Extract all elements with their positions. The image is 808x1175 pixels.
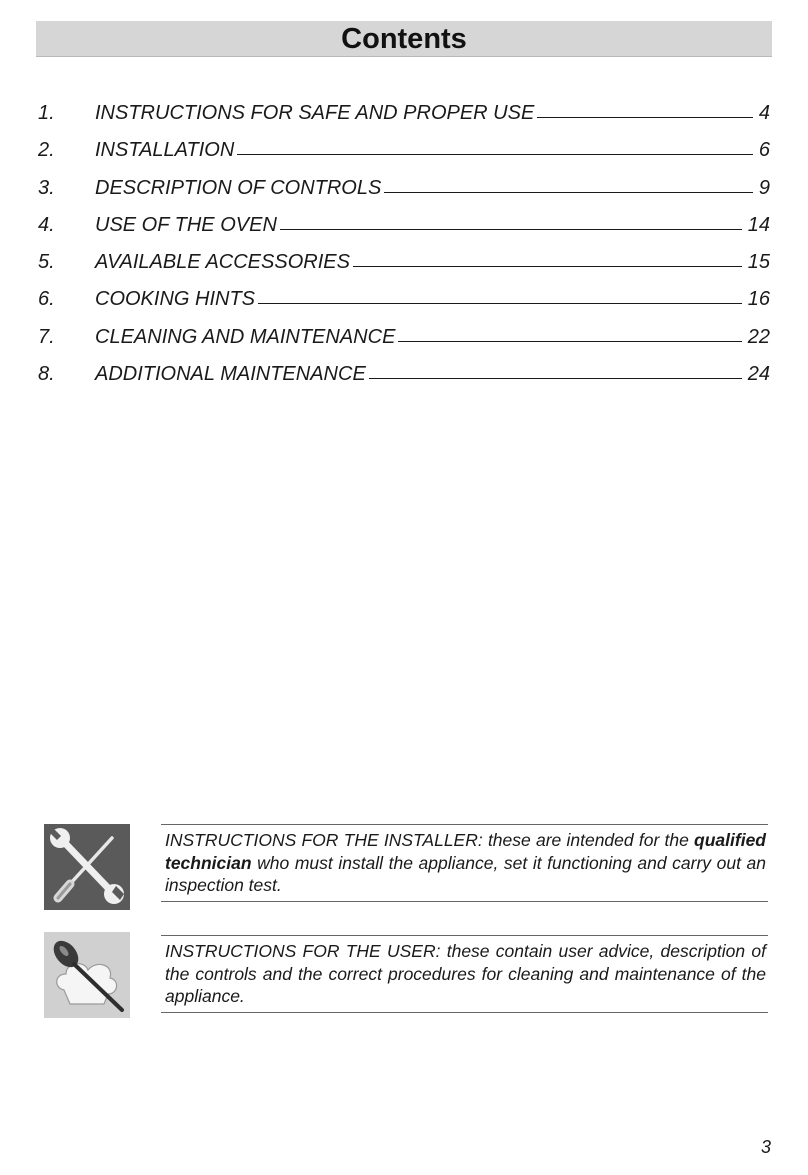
toc-number: 2. bbox=[38, 139, 55, 162]
table-of-contents bbox=[38, 98, 770, 396]
toc-title: USE OF THE OVEN bbox=[95, 213, 277, 236]
installer-note-text bbox=[161, 824, 768, 902]
toc-leader bbox=[398, 341, 741, 342]
toc-page: 24 bbox=[747, 363, 770, 386]
toc-entry[interactable] bbox=[38, 359, 770, 396]
spoon-chef-hat-icon bbox=[44, 932, 130, 1018]
toc-number: 6. bbox=[38, 288, 55, 311]
toc-page: 15 bbox=[747, 251, 770, 274]
toc-entry[interactable] bbox=[38, 322, 770, 359]
toc-entry[interactable] bbox=[38, 284, 770, 321]
toc-entry[interactable] bbox=[38, 135, 770, 172]
wrench-screwdriver-icon bbox=[44, 824, 130, 910]
page-number: 3 bbox=[760, 1137, 771, 1157]
toc-entry[interactable] bbox=[38, 98, 770, 135]
toc-entry[interactable] bbox=[38, 173, 770, 210]
toc-number: 1. bbox=[38, 102, 55, 124]
toc-page: 14 bbox=[747, 213, 770, 236]
installer-text-before: INSTRUCTIONS FOR THE INSTALLER: these are intended for the bbox=[165, 830, 695, 850]
toc-leader bbox=[537, 117, 753, 118]
toc-page: 9 bbox=[758, 176, 770, 199]
toc-leader bbox=[353, 266, 742, 267]
toc-title: INSTRUCTIONS FOR SAFE AND PROPER USE bbox=[95, 102, 535, 124]
toc-title: INSTALLATION bbox=[95, 139, 235, 162]
toc-entry[interactable] bbox=[38, 210, 770, 247]
toc-number: 7. bbox=[38, 325, 55, 348]
user-note-text: INSTRUCTIONS FOR THE USER: these contain user advice, description of the controls and the correct procedures for cleaning and maintenance of the appliance. bbox=[161, 935, 768, 1013]
installer-text-after: who must install the appliance, set it functioning and carry out an inspection test. bbox=[165, 852, 766, 895]
toc-number: 3. bbox=[38, 176, 55, 199]
toc-title: DESCRIPTION OF CONTROLS bbox=[95, 176, 382, 199]
page-title: Contents bbox=[36, 21, 772, 57]
toc-leader bbox=[369, 378, 742, 379]
toc-page: 4 bbox=[758, 102, 770, 124]
toc-leader bbox=[237, 154, 753, 155]
toc-leader bbox=[384, 192, 753, 193]
toc-leader bbox=[280, 229, 742, 230]
toc-title: AVAILABLE ACCESSORIES bbox=[95, 251, 350, 274]
toc-number: 8. bbox=[38, 363, 55, 386]
toc-title: ADDITIONAL MAINTENANCE bbox=[95, 363, 366, 386]
toc-title: CLEANING AND MAINTENANCE bbox=[95, 325, 396, 348]
toc-page: 22 bbox=[747, 325, 770, 348]
toc-page: 6 bbox=[758, 139, 770, 162]
toc-title: COOKING HINTS bbox=[95, 288, 256, 311]
toc-number: 4. bbox=[38, 213, 55, 236]
toc-leader bbox=[258, 303, 742, 304]
toc-number: 5. bbox=[38, 251, 55, 274]
toc-entry[interactable] bbox=[38, 247, 770, 284]
installer-text-bold: qualified technician bbox=[165, 830, 766, 873]
toc-page: 16 bbox=[747, 288, 770, 311]
